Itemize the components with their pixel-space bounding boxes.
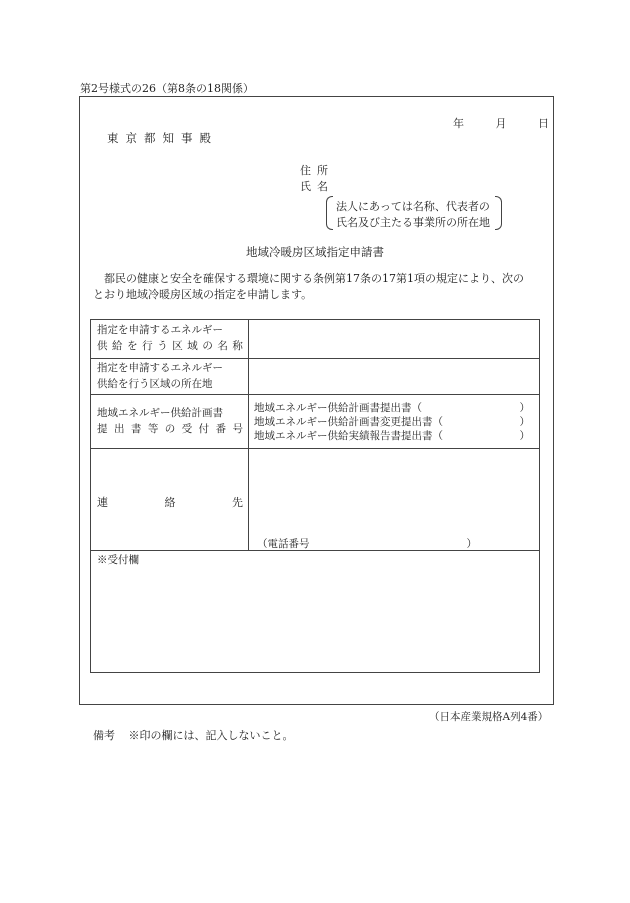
application-table xyxy=(90,319,540,673)
region-location-label: 指定を申請するエネルギー 供給を行う区域の所在地 xyxy=(97,362,223,390)
reception-label: ※受付欄 xyxy=(97,554,139,566)
name-label: 氏名 xyxy=(300,180,334,193)
receipt-number-label: 地域エネルギー供給計画書 提 出 書 等 の 受 付 番 号 xyxy=(97,407,243,435)
region-name-field[interactable] xyxy=(254,322,530,356)
body-text-line2: とおり地域冷暖房区域の指定を申請します。 xyxy=(93,288,313,301)
body-text xyxy=(93,271,549,303)
remarks xyxy=(93,727,304,743)
body-text-line1: 都民の健康と安全を確保する環境に関する条例第17条の17第1項の規定により、次の xyxy=(104,272,524,285)
row-divider xyxy=(91,358,539,359)
phone-close: ） xyxy=(466,538,477,550)
remarks-label: 備考 xyxy=(93,729,115,742)
date-line xyxy=(453,115,549,131)
plan-submission-row[interactable]: 地域エネルギー供給計画書提出書（ ） xyxy=(254,402,530,414)
row-divider xyxy=(91,448,539,449)
corporate-note-line1: 法人にあっては名称、代表者の xyxy=(336,200,490,213)
contact-label: 連 絡 先 xyxy=(97,496,243,509)
region-name-label-line2: 供 給 を 行 う 区 域 の 名 称 xyxy=(97,340,243,352)
phone-label: （電話番号 xyxy=(257,538,310,550)
address-label: 住所 xyxy=(300,164,334,177)
month-label: 月 xyxy=(495,117,507,130)
phone-number-field[interactable] xyxy=(257,536,477,551)
day-label: 日 xyxy=(538,117,549,130)
row-divider xyxy=(91,394,539,395)
receipt-number-label-line2: 提 出 書 等 の 受 付 番 号 xyxy=(97,423,243,435)
receipt-number-values xyxy=(254,401,530,443)
column-divider xyxy=(248,320,249,550)
form-number: 第2号様式の26（第8条の18関係） xyxy=(80,82,254,95)
right-bracket xyxy=(495,196,502,230)
jis-note: （日本産業規格A列4番） xyxy=(429,711,549,723)
plan-change-row[interactable]: 地域エネルギー供給計画書変更提出書（ ） xyxy=(254,416,530,428)
performance-report-row[interactable]: 地域エネルギー供給実績報告書提出書（ ） xyxy=(254,430,530,442)
left-bracket xyxy=(326,196,333,230)
corporate-note xyxy=(326,196,502,230)
region-name-label: 指定を申請するエネルギー 供 給 を 行 う 区 域 の 名 称 xyxy=(97,324,243,352)
year-label: 年 xyxy=(453,117,464,130)
addressee: 東京都知事殿 xyxy=(107,131,218,145)
remarks-text: ※印の欄には、記入しないこと。 xyxy=(128,729,294,742)
region-location-field[interactable] xyxy=(254,360,530,392)
corporate-note-line2: 氏名及び主たる事業所の所在地 xyxy=(336,216,490,229)
document-title: 地域冷暖房区域指定申請書 xyxy=(246,245,384,259)
